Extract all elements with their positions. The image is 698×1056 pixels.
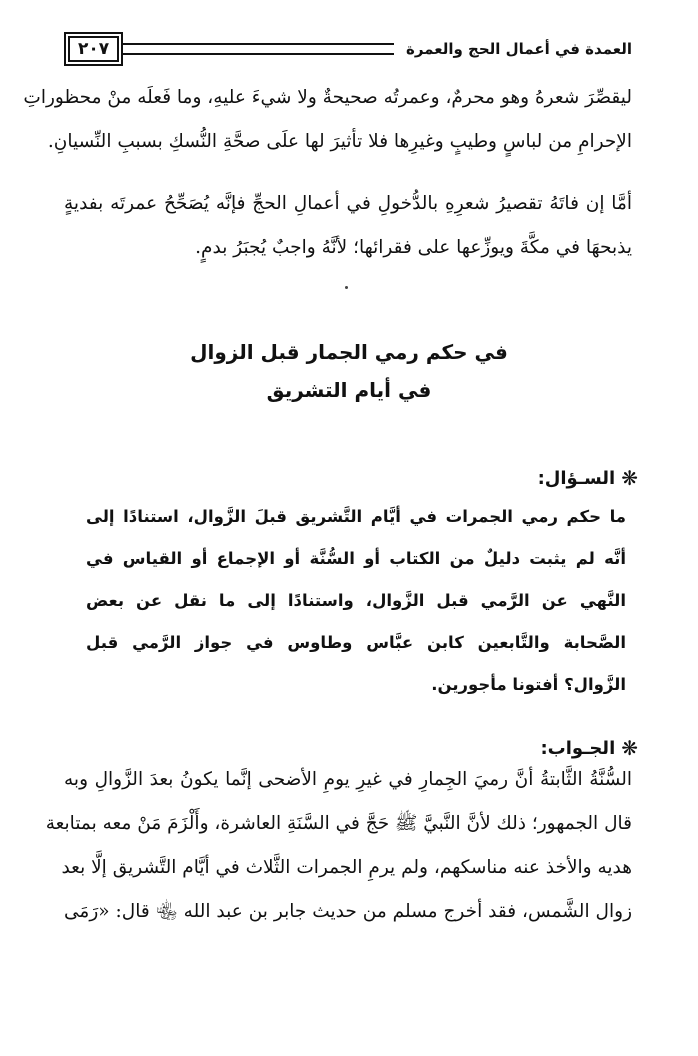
question-label-text: السـؤال:	[537, 467, 616, 489]
answer-label-text: الجـواب:	[540, 737, 616, 759]
text-line: هديه والأخذ عنه مناسكهم، ولم يرمِ الجمرات الثَّلاث في أيَّام التَّشريق إلَّا بعد	[61, 857, 632, 878]
text-line: ما حكم رمي الجمرات في أيَّام التَّشريق قبلَ الزَّوال، استنادًا إلى	[86, 507, 626, 526]
answer-text	[45, 758, 632, 934]
intro-paragraph-1	[23, 76, 632, 164]
question-text	[86, 496, 626, 706]
text-line: زوال الشَّمس، فقد أخرج مسلم من حديث جابر بن عبد الله ﵄ قال: «رَمَى	[64, 901, 632, 922]
answer-label	[540, 736, 638, 760]
text-line: أمَّا إن فاتَهُ تقصيرُ شعرِهِ بالدُّخولِ في أعمالِ الحجِّ فإنَّه يُصَحِّحُ عمرتَه بفديةٍ	[64, 193, 632, 214]
text-line: الزَّوال؟ أفتونا مأجورين.	[431, 675, 626, 694]
text-line: السُّنَّةُ الثَّابتةُ أنَّ رميَ الجِمارِ في غيرِ يومِ الأضحى إنَّما يكونُ بعدَ الزَّوالِ وبه	[64, 769, 632, 790]
running-header	[62, 34, 632, 64]
question-label	[538, 466, 638, 490]
section-heading-line-1: في حكم رمي الجمار قبل الزوال	[190, 340, 508, 364]
section-heading-line-2: في أيام التشريق	[266, 378, 432, 402]
text-line: النَّهي عن الرَّمي قبل الزَّوال، واستنادًا إلى ما نقل عن بعض	[86, 591, 626, 610]
text-line: قال الجمهور؛ ذلك لأنَّ النَّبيَّ ﷺ حَجَّ في السَّنَةِ العاشرة، وأَلْزَمَ مَنْ معه بمتابعة	[45, 813, 632, 834]
text-line: يذبحهَا في مكَّةَ ويوزِّعها على فقرائها؛ لأنَّهُ واجبٌ يُجبَرُ بدمٍ.	[195, 237, 632, 258]
header-title: العمدة في أعمال الحج والعمرة	[406, 40, 632, 58]
header-rule	[123, 43, 394, 55]
page-number: ٢٠٧	[68, 36, 119, 62]
text-line: الإحرامِ من لباسٍ وطيبٍ وغيرِها فلا تأثيرَ لها علَى صحَّةِ النُّسكِ بسببِ النِّسيانِ.	[47, 131, 632, 152]
text-line: الصَّحابة والتَّابعين كابن عبَّاس وطاوس في جواز الرَّمي قبل	[86, 633, 626, 652]
text-line: أنَّه لم يثبت دليلٌ من الكتاب أو السُّنَّة أو الإجماع أو القياس في	[86, 549, 626, 568]
intro-paragraph-2	[64, 182, 632, 270]
asterism-icon: ❋	[621, 466, 638, 490]
text-line: ليقصِّرَ شعرهُ وهو محرمٌ، وعمرتُه صحيحةٌ ولا شيءَ عليهِ، وما فَعلَه منْ محظوراتِ	[23, 87, 632, 108]
separator-dot	[345, 286, 348, 289]
asterism-icon: ❋	[621, 736, 638, 760]
